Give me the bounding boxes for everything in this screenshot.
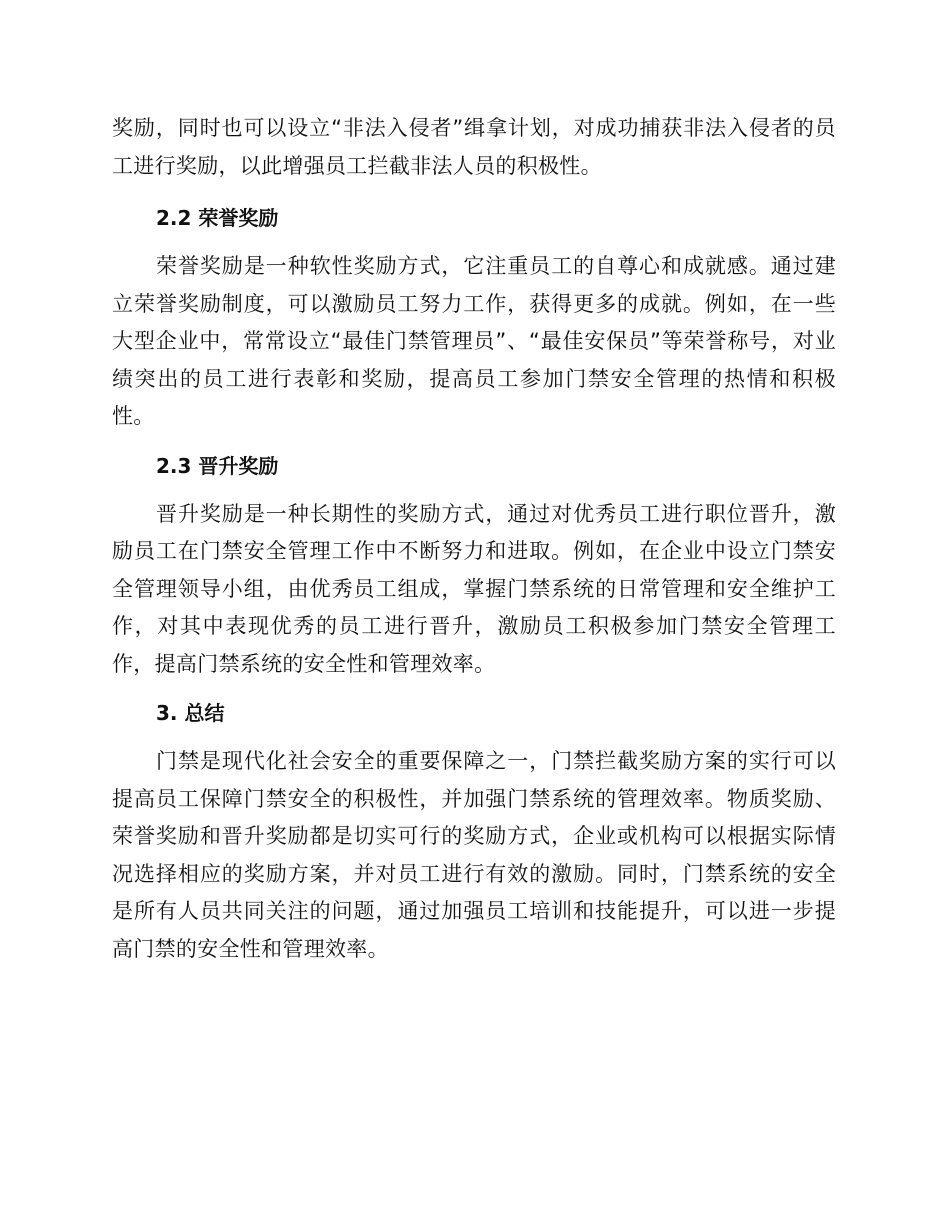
- section-heading-honor-reward: 2.2 荣誉奖励: [156, 206, 279, 230]
- section-paragraph-promotion-reward: 晋升奖励是一种长期性的奖励方式，通过对优秀员工进行职位晋升，激励员工在门禁安全管理工作中不断努力和进取。例如，在企业中设立门禁安全管理领导小组，由优秀员工组成，掌握门禁系统的日常管理和安全维护工作，对其中表现优秀的员工进行晋升，激励员工积极参加门禁安全管理工作，提高门禁系统的安全性和管理效率。: [112, 501, 836, 676]
- intro-paragraph: 奖励，同时也可以设立“非法入侵者”缉拿计划，对成功捕获非法入侵者的员工进行奖励，以此增强员工拦截非法人员的积极性。: [112, 116, 836, 178]
- document-body: [112, 110, 836, 968]
- section-heading-summary: 3. 总结: [156, 701, 225, 725]
- section-paragraph-summary: 门禁是现代化社会安全的重要保障之一，门禁拦截奖励方案的实行可以提高员工保障门禁安全的积极性，并加强门禁系统的管理效率。物质奖励、荣誉奖励和晋升奖励都是切实可行的奖励方式，企业或机构可以根据实际情况选择相应的奖励方案，并对员工进行有效的激励。同时，门禁系统的安全是所有人员共同关注的问题，通过加强员工培训和技能提升，可以进一步提高门禁的安全性和管理效率。: [112, 749, 836, 961]
- section-paragraph-honor-reward: 荣誉奖励是一种软性奖励方式，它注重员工的自尊心和成就感。通过建立荣誉奖励制度，可以激励员工努力工作，获得更多的成就。例如，在一些大型企业中，常常设立“最佳门禁管理员”、“最佳安保员”等荣誉称号，对业绩突出的员工进行表彰和奖励，提高员工参加门禁安全管理的热情和积极性。: [112, 254, 836, 428]
- section-heading-promotion-reward: 2.3 晋升奖励: [156, 453, 279, 478]
